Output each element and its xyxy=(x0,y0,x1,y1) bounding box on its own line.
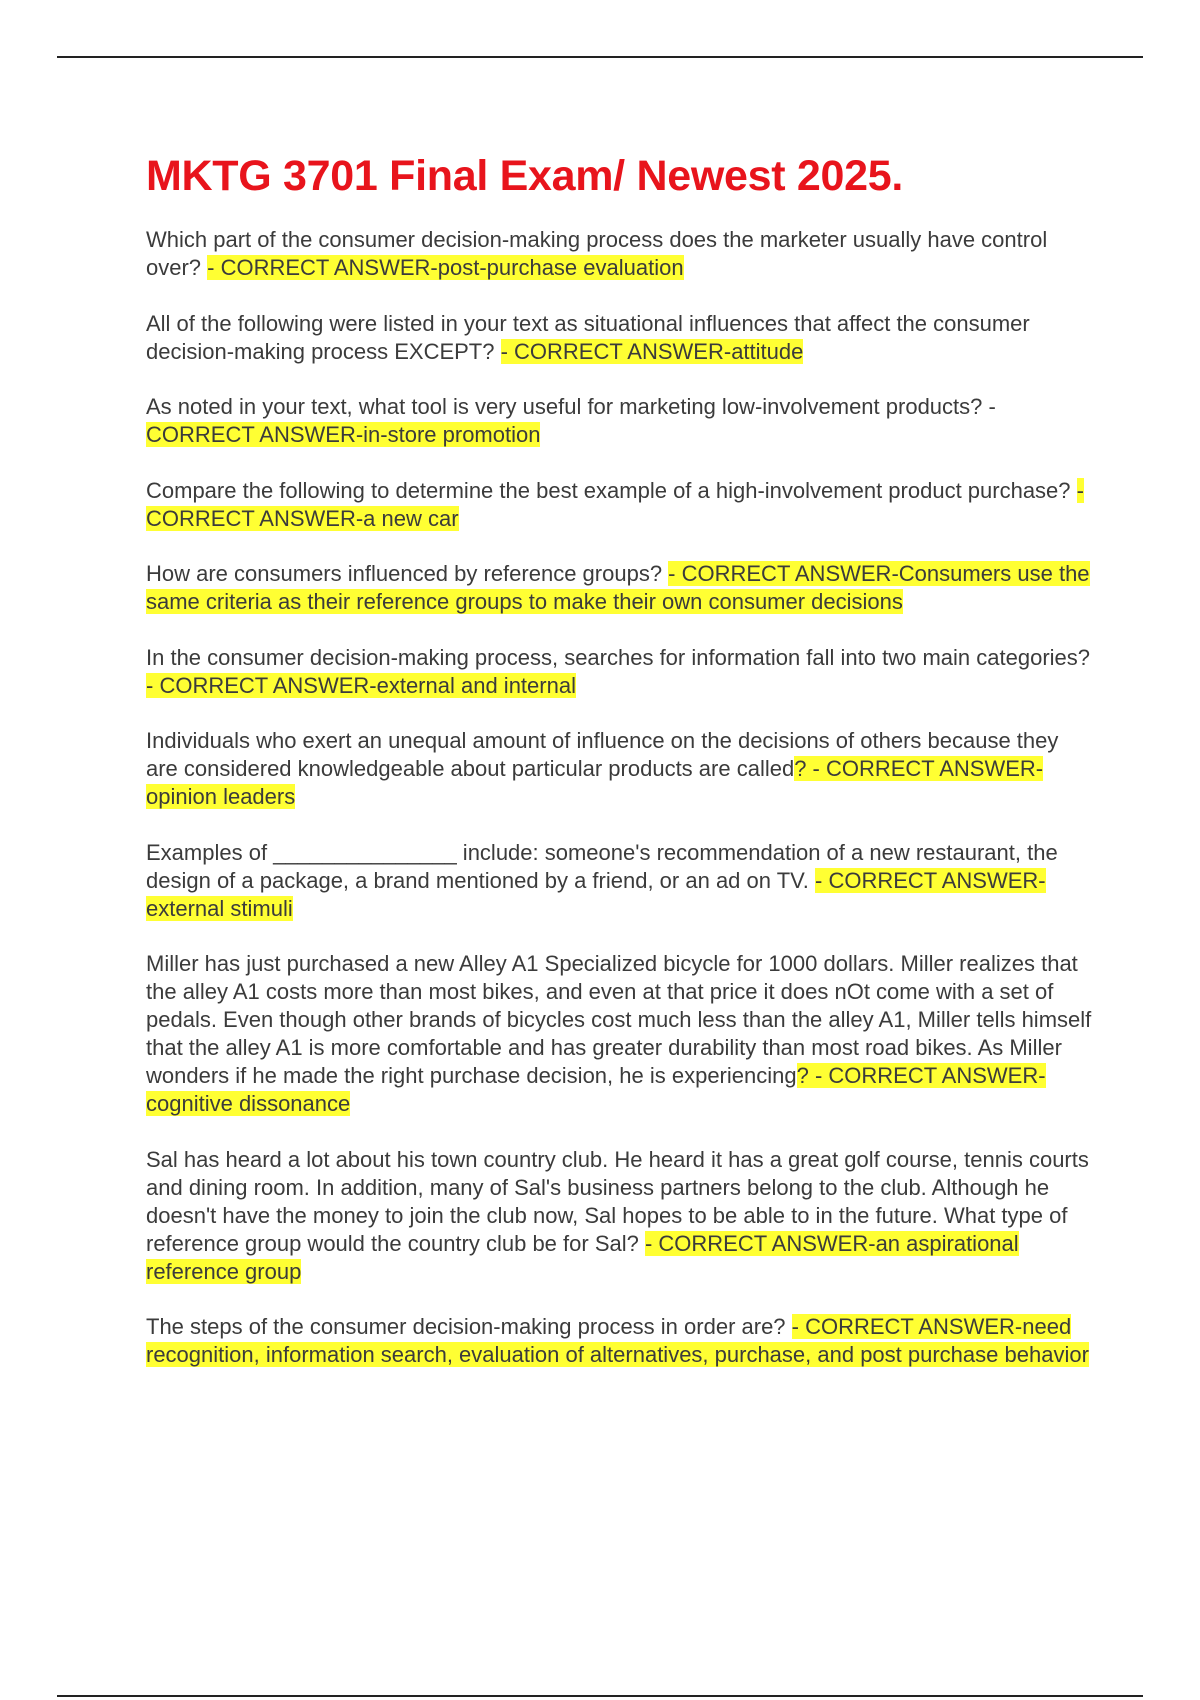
question-text: The steps of the consumer decision-making process in order are? xyxy=(146,1314,792,1339)
top-rule xyxy=(57,56,1143,58)
question-text: Which part of the consumer decision-making process does the marketer usually have control over? xyxy=(146,227,1048,280)
question-text: All of the following were listed in your text as situational influences that affect the consumer decision-making process EXCEPT? xyxy=(146,310,1030,364)
question-text: Sal has heard a lot about his town country club. He heard it has a great golf course, tennis courts and dining room. In addition, many of Sal's business partners belong to the club. Although he doesn't have the money to join the club now, Sal hopes to be able to in the future. What type of reference group would the country club be for Sal? xyxy=(146,1146,1089,1256)
bottom-rule xyxy=(57,1695,1143,1697)
qa-item-1 xyxy=(146,226,1096,282)
answer-highlight: ? - CORRECT ANSWER-cognitive dissonance xyxy=(146,1063,1046,1116)
question-text: Miller has just purchased a new Alley A1 Specialized bicycle for 1000 dollars. Miller realizes that the alley A1 costs more than most bikes, and even at that price it does nOt come with a set of pedals. Even though other brands of bicycles cost much less than the alley A1, Miller tells himself that the alley A1 is more comfortable and has greater durability than most road bikes. As Miller wonders if he made the right purchase decision, he is experiencing xyxy=(146,951,1092,1088)
question-text: How are consumers influenced by reference groups? xyxy=(146,561,669,586)
qa-item-2 xyxy=(146,310,1096,366)
answer-highlight: - CORRECT ANSWER-post-purchase evaluation xyxy=(207,255,684,280)
question-text: Compare the following to determine the best example of a high-involvement product purchase? xyxy=(146,477,1077,503)
document-body xyxy=(146,150,1096,1397)
qa-item-4 xyxy=(146,477,1096,533)
answer-highlight: - CORRECT ANSWER-an aspirational reference group xyxy=(146,1230,1019,1284)
qa-item-10 xyxy=(146,1146,1096,1286)
qa-item-6 xyxy=(146,644,1096,700)
qa-item-8 xyxy=(146,839,1096,923)
qa-item-11 xyxy=(146,1313,1096,1369)
qa-item-5 xyxy=(146,560,1096,616)
answer-highlight: - CORRECT ANSWER-external and internal xyxy=(146,672,576,698)
qa-item-3 xyxy=(146,393,1096,449)
answer-highlight: - CORRECT ANSWER-external stimuli xyxy=(146,867,1046,921)
answer-highlight: CORRECT ANSWER-in-store promotion xyxy=(146,422,541,447)
question-text: Individuals who exert an unequal amount of influence on the decisions of others because they are considered knowledgeable about particular products are called xyxy=(146,728,1059,781)
answer-highlight: - CORRECT ANSWER-need recognition, information search, evaluation of alternatives, purchase, and post purchase behavior xyxy=(146,1314,1089,1367)
answer-highlight: - CORRECT ANSWER-Consumers use the same criteria as their reference groups to make their own consumer decisions xyxy=(146,561,1090,614)
answer-highlight: - CORRECT ANSWER-a new car xyxy=(146,477,1084,531)
question-text: In the consumer decision-making process, searches for information fall into two main categories? xyxy=(146,644,1091,670)
answer-highlight: - CORRECT ANSWER-attitude xyxy=(500,338,804,364)
qa-item-7 xyxy=(146,727,1096,811)
document-title: MKTG 3701 Final Exam/ Newest 2025. xyxy=(146,152,903,200)
question-text: As noted in your text, what tool is very useful for marketing low-involvement products? - xyxy=(146,394,996,419)
qa-item-9 xyxy=(146,950,1096,1118)
answer-highlight: ? - CORRECT ANSWER-opinion leaders xyxy=(146,756,1044,809)
question-text: Examples of _______________ include: someone's recommendation of a new restaurant, the design of a package, a brand mentioned by a friend, or an ad on TV. xyxy=(146,839,1058,893)
